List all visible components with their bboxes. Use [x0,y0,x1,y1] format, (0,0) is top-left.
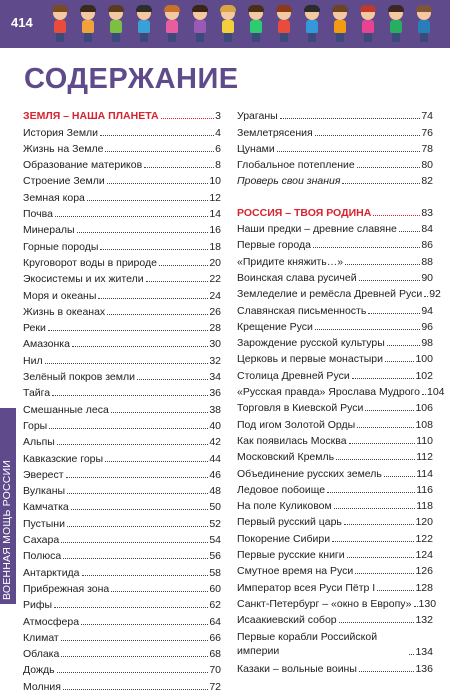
dot-leader [81,624,208,625]
dot-leader [373,215,420,216]
child-figure-icon [52,6,68,43]
toc-entry[interactable] [237,658,433,674]
sidebar-label: ВОЕННАЯ МОЩЬ РОССИИ [1,459,13,600]
dot-leader [55,216,208,217]
toc-entry-title: Покорение Сибири [237,532,331,545]
toc-entry-title: Под игом Золотой Орды [237,418,356,431]
dot-leader [87,200,208,201]
toc-entry[interactable] [237,333,433,349]
toc-entry-page: 62 [209,599,221,612]
child-figure-icon [416,6,432,43]
toc-entry-title: «Придите княжить…» [237,255,344,268]
toc-entry-page: 74 [421,110,433,123]
toc-entry-page: 122 [415,532,433,545]
toc-entry-page: 118 [416,500,433,513]
dot-leader [54,607,208,608]
toc-entry[interactable] [23,644,221,660]
toc-entry-title: Церковь и первые монастыри [237,353,384,366]
toc-entry-title: Торговля в Киевской Руси [237,402,364,415]
toc-entry-title: Смешанные леса [23,403,109,416]
toc-entry-title: Зарождение русской культуры [237,337,385,350]
dot-leader [399,231,420,232]
toc-entry-title: Горы [23,419,48,432]
toc-entry[interactable] [23,595,221,611]
dot-leader [82,575,209,576]
toc-entry-page: 16 [209,224,221,237]
toc-entry-title: Санкт-Петербург – «окно в Европу» [237,597,412,610]
toc-entry[interactable] [237,610,433,626]
toc-entry-page: 44 [209,452,221,465]
dot-leader [345,264,420,265]
toc-entry-page: 56 [209,550,221,563]
child-figure-icon [360,6,376,43]
toc-entry-page: 100 [415,353,433,366]
child-figure-icon [248,6,264,43]
toc-entry-page: 64 [209,615,221,628]
toc-entry-page: 106 [415,402,433,415]
toc-entry-title: Строение Земли [23,175,105,188]
dot-leader [277,151,421,152]
child-figure-icon [332,6,348,43]
toc-entry-title: Как появилась Москва [237,434,347,447]
toc-entry-page: 6 [215,142,221,155]
toc-entry-title: Первые русские книги [237,549,345,562]
toc-entry-page: 48 [209,485,221,498]
toc-entry-page: 70 [209,664,221,677]
toc-entry[interactable] [237,139,433,155]
dot-leader [49,428,208,429]
toc-entry[interactable] [23,383,221,399]
dot-leader [67,526,208,527]
dot-leader [144,167,214,168]
toc-entry[interactable] [237,219,433,235]
dot-leader [422,394,426,395]
toc-entry[interactable] [23,448,221,464]
dot-leader [359,671,415,672]
toc-entry[interactable] [23,139,221,155]
dot-leader [349,443,416,444]
child-figure-icon [276,6,292,43]
toc-entry[interactable] [23,318,221,334]
toc-entry-title: Прибрежная зона [23,582,110,595]
toc-entry-page: 66 [209,631,221,644]
toc-entry[interactable] [237,431,433,447]
toc-entry-title: Московский Кремль [237,451,335,464]
toc-entry-title: Вулканы [23,485,66,498]
toc-entry-page: 80 [421,159,433,172]
toc-entry-title: Ледовое побоище [237,483,326,496]
toc-entry[interactable] [23,122,221,138]
toc-entry-title: Смутное время на Руси [237,565,354,578]
toc-entry[interactable] [237,317,433,333]
toc-entry-page: 52 [209,517,221,530]
toc-entry-page: 92 [429,288,441,301]
toc-entry[interactable] [237,512,433,528]
toc-entry-page: 50 [209,501,221,514]
toc-entry-page: 102 [415,369,433,382]
toc-entry[interactable] [237,171,433,187]
toc-entry[interactable] [23,660,221,676]
dot-leader [352,378,415,379]
dot-leader [107,314,208,315]
child-figure-icon [108,6,124,43]
dot-leader [77,232,209,233]
toc-entry[interactable] [237,414,433,430]
toc-entry[interactable] [23,628,221,644]
toc-entry[interactable] [23,350,221,366]
toc-entry[interactable] [237,594,437,610]
toc-entry-title: Антарктида [23,566,80,579]
dot-leader [146,281,209,282]
toc-entry-page: 110 [416,434,433,447]
toc-entry-title: Зелёный покров земли [23,371,135,384]
toc-entry-title: На поле Куликовом [237,500,332,513]
toc-entry[interactable] [23,399,221,415]
toc-entry-title: Жизнь в океанах [23,305,106,318]
toc-entry[interactable] [237,382,445,399]
section-spacer [237,187,433,202]
dot-leader [66,477,209,478]
toc-entry[interactable] [237,480,433,496]
toc-entry-title: Ураганы [237,110,278,123]
page-title: СОДЕРЖАНИЕ [24,63,239,95]
toc-entry-page: 58 [209,566,221,579]
toc-entry-title: Первые корабли Российской империи [237,631,378,658]
toc-entry-page: 60 [209,582,221,595]
dot-leader [334,508,416,509]
toc-entry-page: 3 [215,110,221,123]
dot-leader [336,459,415,460]
toc-entry-page: 68 [209,648,221,661]
toc-entry-page: 22 [209,273,221,286]
toc-entry-title: Сахара [23,534,60,547]
toc-entry-title: Цунами [237,142,275,155]
dot-leader [61,542,208,543]
dot-leader [159,265,208,266]
toc-entry-title: История Земли [23,126,99,139]
toc-entry-title: Первый русский царь [237,516,342,529]
child-figure-icon [164,6,180,43]
toc-entry-page: 12 [209,191,221,204]
toc-left-column [23,106,221,693]
toc-entry-title: Реки [23,322,46,335]
dot-leader [347,557,415,558]
dot-leader [63,689,208,690]
dot-leader [161,118,215,119]
toc-section-heading[interactable] [23,106,221,122]
toc-entry-title: Альпы [23,436,55,449]
toc-entry-title: Эверест [23,468,64,481]
toc-entry[interactable] [237,106,433,122]
toc-entry[interactable] [237,545,433,561]
toc-entry-page: 120 [415,516,433,529]
toc-entry[interactable] [237,561,433,577]
toc-entry-title: Облака [23,648,60,661]
toc-entry-page: 108 [415,418,433,431]
toc-entry[interactable] [237,626,433,658]
toc-entry-page: 4 [215,126,221,139]
toc-entry-page: 34 [209,371,221,384]
toc-entry-page: 114 [416,467,433,480]
toc-entry-page: 24 [209,289,221,302]
dot-leader [344,524,415,525]
toc-entry[interactable] [23,155,221,171]
dot-leader [52,395,208,396]
toc-entry-page: 84 [421,223,433,236]
dot-leader [105,461,208,462]
toc-entry-page: 126 [415,565,433,578]
dot-leader [137,379,208,380]
toc-entry-page: 86 [421,239,433,252]
dot-leader [71,509,209,510]
toc-entry[interactable] [237,300,433,316]
dot-leader [105,151,214,152]
toc-entry-title: Глобальное потепление [237,159,355,172]
dot-leader [98,298,208,299]
toc-entry[interactable] [23,220,221,236]
toc-entry[interactable] [23,269,221,285]
toc-entry-title: Славянская письменность [237,304,367,317]
dot-leader [385,361,414,362]
toc-entry-page: 38 [209,403,221,416]
toc-entry[interactable] [237,463,433,479]
toc-entry[interactable] [23,562,221,578]
toc-entry-page: 30 [209,338,221,351]
dot-leader [100,249,208,250]
toc-entry-title: РОССИЯ – ТВОЯ РОДИНА [237,206,372,219]
dot-leader [313,247,420,248]
dot-leader [357,167,421,168]
dot-leader [111,591,208,592]
toc-entry[interactable] [237,398,433,414]
toc-entry[interactable] [23,465,221,481]
toc-entry[interactable] [237,349,433,365]
header-bar [0,0,450,48]
dot-leader [384,476,415,477]
dot-leader [365,410,414,411]
toc-entry[interactable] [23,416,221,432]
toc-entry-title: «Русская правда» Ярослава Мудрого [237,386,420,399]
toc-entry-page: 132 [415,614,433,627]
child-figure-icon [388,6,404,43]
dot-leader [61,656,208,657]
toc-entry-title: ЗЕМЛЯ – НАША ПЛАНЕТА [23,110,159,123]
toc-entry-page: 90 [421,271,433,284]
dot-leader [280,118,421,119]
toc-entry[interactable] [23,579,221,595]
toc-entry-title: Рифы [23,599,53,612]
dot-leader [342,183,420,184]
toc-entry-title: Круговорот воды в природе [23,256,157,269]
toc-entry-title: Исаакиевский собор [237,614,337,627]
toc-entry-page: 78 [421,142,433,155]
dot-leader [327,492,415,493]
dot-leader [355,573,414,574]
toc-entry[interactable] [23,285,221,301]
toc-entry-page: 128 [415,581,433,594]
toc-entry-page: 18 [209,240,221,253]
toc-entry-title: Объединение русских земель [237,467,382,480]
page-number: 414 [11,15,33,30]
toc-entry-page: 104 [427,386,445,399]
toc-entry-title: Пустыни [23,517,65,530]
toc-entry-page: 20 [209,256,221,269]
child-figure-icon [220,6,236,43]
toc-entry[interactable] [23,236,221,252]
dot-leader [409,654,414,655]
toc-entry-title: Горные породы [23,240,99,253]
toc-entry-title: Нил [23,354,43,367]
dot-leader [332,541,414,542]
toc-entry-page: 46 [209,468,221,481]
toc-entry[interactable] [23,432,221,448]
toc-entry-title: Крещение Руси [237,320,313,333]
dot-leader [315,135,421,136]
toc-entry-page: 42 [209,436,221,449]
toc-entry-page: 54 [209,534,221,547]
toc-entry-title: Император всея Руси Пётр I [237,581,376,594]
toc-right-column [237,106,445,675]
toc-entry-title: Молния [23,680,61,693]
toc-entry-title: Атмосфера [23,615,80,628]
toc-entry-page: 83 [421,206,433,219]
toc-entry[interactable] [23,187,221,203]
toc-entry[interactable] [23,676,221,692]
toc-entry[interactable] [237,235,433,251]
toc-entry-page: 98 [421,337,433,350]
toc-entry-page: 130 [418,597,437,610]
toc-entry[interactable] [23,334,221,350]
dot-leader [100,135,214,136]
toc-entry-page: 116 [416,483,433,496]
dot-leader [45,363,209,364]
toc-entry-page: 26 [209,305,221,318]
toc-entry[interactable] [23,546,221,562]
toc-entry-title: Столица Древней Руси [237,369,350,382]
dot-leader [359,280,421,281]
toc-entry[interactable] [237,155,433,171]
toc-entry-title: Первые города [237,239,311,252]
toc-entry-page: 40 [209,419,221,432]
dot-leader [67,493,208,494]
toc-entry[interactable] [23,611,221,627]
toc-entry-title: Проверь свои знания [237,175,341,188]
dot-leader [72,346,208,347]
toc-entry[interactable] [23,204,221,220]
toc-entry-title: Тайга [23,387,51,400]
dot-leader [424,296,428,297]
toc-entry-page: 134 [415,646,433,659]
toc-entry-page: 88 [421,255,433,268]
dot-leader [57,672,209,673]
dot-leader [61,640,209,641]
toc-entry-title: Моря и океаны [23,289,97,302]
toc-entry-title: Камчатка [23,501,69,514]
dot-leader [111,412,208,413]
toc-entry-title: Почва [23,208,53,221]
toc-entry[interactable] [237,496,433,512]
dot-leader [377,590,414,591]
dot-leader [339,622,415,623]
toc-entry-page: 112 [416,451,433,464]
toc-entry[interactable] [237,528,433,544]
toc-entry[interactable] [23,253,221,269]
dot-leader [368,313,420,314]
toc-entry[interactable] [23,171,221,187]
toc-entry-title: Амазонка [23,338,70,351]
dot-leader [57,444,208,445]
toc-entry[interactable] [23,367,221,383]
toc-entry[interactable] [237,284,441,301]
toc-entry-page: 136 [415,662,433,675]
child-figure-icon [80,6,96,43]
dot-leader [357,427,414,428]
toc-entry-page: 72 [209,680,221,693]
toc-entry-title: Климат [23,631,59,644]
toc-entry-page: 10 [209,175,221,188]
toc-entry-title: Земная кора [23,191,85,204]
toc-entry-title: Образование материков [23,159,143,172]
toc-entry-page: 96 [421,320,433,333]
dot-leader [414,606,418,607]
toc-entry-page: 124 [415,549,433,562]
toc-entry-title: Казаки – вольные воины [237,662,357,675]
dot-leader [48,330,208,331]
toc-entry-title: Земледелие и ремёсла Древней Руси [237,288,423,301]
child-figure-icon [304,6,320,43]
toc-entry[interactable] [237,365,433,381]
toc-entry-page: 8 [215,159,221,172]
toc-entry-page: 82 [421,175,433,188]
toc-section-heading[interactable] [237,202,433,218]
toc-entry-page: 28 [209,322,221,335]
toc-entry[interactable] [237,447,433,463]
toc-entry[interactable] [237,122,433,138]
toc-entry-title: Кавказские горы [23,452,104,465]
toc-entry-title: Воинская слава русичей [237,271,357,284]
toc-entry-page: 76 [421,126,433,139]
dot-leader [315,329,420,330]
toc-entry-page: 36 [209,387,221,400]
toc-entry-title: Полюса [23,550,62,563]
dot-leader [107,183,209,184]
toc-entry[interactable] [23,530,221,546]
toc-entry-title: Дождь [23,664,55,677]
toc-entry[interactable] [237,251,433,267]
toc-entry-title: Наши предки – древние славяне [237,223,397,236]
toc-entry-title: Жизнь на Земле [23,142,104,155]
toc-entry-page: 94 [421,304,433,317]
dot-leader [63,558,208,559]
toc-entry-title: Экосистемы и их жители [23,273,144,286]
toc-entry[interactable] [23,497,221,513]
toc-entry-title: Землетрясения [237,126,313,139]
toc-entry[interactable] [23,513,221,529]
toc-entry[interactable] [237,268,433,284]
toc-entry[interactable] [23,481,221,497]
toc-entry[interactable] [237,577,433,593]
toc-entry-page: 14 [209,208,221,221]
toc-entry[interactable] [23,302,221,318]
dot-leader [387,345,421,346]
child-figure-icon [192,6,208,43]
child-figure-icon [136,6,152,43]
toc-entry-title: Минералы [23,224,75,237]
toc-entry-page: 32 [209,354,221,367]
